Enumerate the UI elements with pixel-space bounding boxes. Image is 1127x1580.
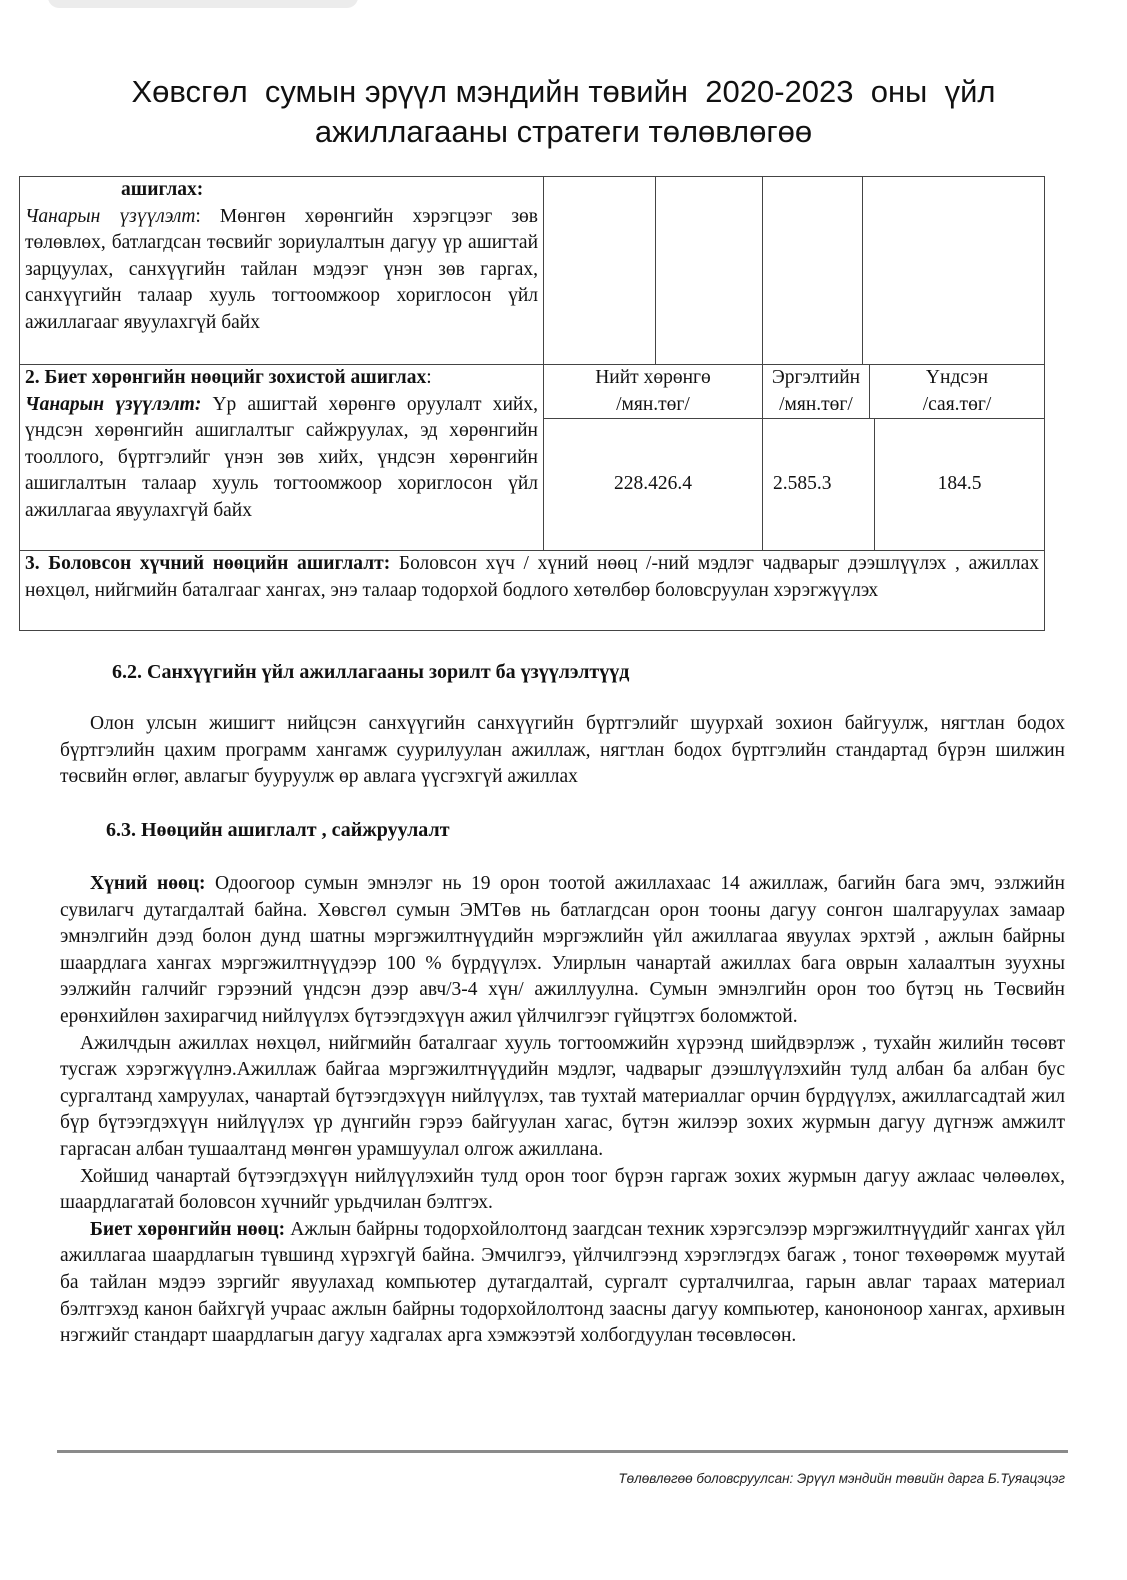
row1-quality-text: : Мөнгөн хөрөнгийн хэрэгцээг зөв төлөвлөх, батлагдсан төсвийг зориулалтын дагуу үр ашигтай зарцуулах, санхүүгийн тайлан мэдээг үнэн зөв гаргах, санхүүгийн талаар хууль тогтоомжоор хориглосон үйл ажиллагааг явуулахгүй байх <box>25 205 538 333</box>
physical-assets-text: Ажлын байрны тодорхойлолтонд заагдсан техник хэрэгсэлээр мэргэжилтнүүдийг хангах үйл ажиллагаа шаардлагын түвшинд хүрэхгүй байна. Эмчилгээ, үйлчилгээнд хэрэглэгдэх багаж , тоног төхөөрөмж муутай ба тайлан мэдээ зэргийг явуулахад компьютер дутагдалтай, сургалт сурталчилгаа, гарын авлаг тараах материал бэлтгэхэд канон байхгүй учраас ажлын байрны тодорхойлолтонд заасны дагуу компьютер, канононоор хангах, архивын нэгжийг стандарт шаардлагын дагуу хадгалах арга хэмжээтэй холбогдуулан төсөвлөсөн. <box>60 1218 1066 1347</box>
row1-quality-label: Чанарын үзүүлэлт <box>25 205 196 227</box>
row1-heading: ашиглах: <box>121 179 204 200</box>
footer-signature: Төлөвлөгөө боловсруулсан: Эрүүл мэндийн төвийн дарга Б.Туяацэцэг <box>618 1471 1065 1486</box>
value-fixed-assets: 184.5 <box>937 473 982 495</box>
title-line-2: ажиллагааны стратеги төлөвлөгөө <box>314 114 813 149</box>
row2-heading: 2. Биет хөрөнгийн нөөцийг зохистой ашиглах <box>25 367 427 388</box>
row2-heading-colon: : <box>426 367 432 388</box>
page-title <box>40 72 1087 152</box>
row2-description <box>20 365 544 551</box>
human-resources-text: Одоогоор сумын эмнэлэг нь 19 орон тоотой ажиллахаас 14 ажиллаж, багийн бага эмч, эзлжийн сувилагч дутагдалтай байна. Хөвсгөл сумын ЭМТөв нь батлагдсан орон тооны дагуу сонгон шалгаруулах замаар эмнэлгийн дээд болон дунд шатны мэргэжилтнүүдийн мэргэжлийн үйл ажиллагаа явуулах эрхтэй , ажлын байрны шаардлага хангах мэргэжилтнүүдээр 100 % бүрдүүлэх. Улирлын чанартай ажиллах бага оврын халаалтын зуухны ээлжийн галчийг гэрээний үндсэн дээр авч/3-4 хүн/ ажиллуулна. Сумын эмнэлгийн орон тоо бүтэц нь Төсвийн ерөнхийлөн захирагчид нийлүүлэх бүтээгдэхүүн ажил үйлчилгээг гүйцэтгэх боломжтой. <box>60 873 1065 1027</box>
row1-cell-empty-2 <box>656 177 763 365</box>
future-paragraph: Хойшид чанартай бүтээгдэхүүн нийлүүлэхийн тулд орон тоог бүрэн гаргаж зохих журмын дагуу ажлаас чөлөөлөх, шаардлагатай боловсон хүчнийг урьдчилан бэлтгэх. <box>60 1165 1065 1214</box>
human-resources-paragraph <box>60 871 1065 1031</box>
col-header-current-assets: Эргэлтийн /мян.төг/ <box>763 365 870 418</box>
physical-assets-label: Биет хөрөнгийн нөөц: <box>90 1218 286 1240</box>
row1-cell-empty-1 <box>544 177 656 365</box>
working-conditions-paragraph: Ажилчдын ажиллах нөхцөл, нийгмийн баталгааг хууль тогтоомжийн хүрээнд шийдвэрлэж , тухайн жилийн төсөвт тусгаж хэрэгжүүлнэ.Ажиллаж байгаа мэргэжилтнүүдийн мэдлэг, чадварыг дээшлүүлэхийн тулд албан ба албан бус сургалтанд хамруулах, чанартай бүтээгдэхүүн нийлүүлэх, тав тухтай материаллаг орчин бүрдүүлэх, ажиллагсадтай жил бүр бүтээгдэхүүн нийлүүлэх үр дүнгийн гэрээ байгуулан хагас, бүтэн жилээр зохих журмын дагуу дүгнэж амжилт гаргасан албан тушаалтанд мөнгөн урамшуулал олгож ажиллана. <box>60 1032 1065 1160</box>
title-line-1: Хөвсгөл сумын эрүүл мэндийн төвийн 2020-2023 оны үйл <box>131 74 996 109</box>
section-6-3-heading: 6.3. Нөөцийн ашиглалт , сайжруулалт <box>106 819 450 841</box>
human-resources-label: Хүний нөөц: <box>90 873 206 894</box>
row2-quality-text: Үр ашигтай хөрөнгө оруулалт хийх, үндсэн хөрөнгийн ашиглалтыг сайжруулах, эд хөрөнгийн тооллого, бүртгэлийг үнэн зөв хийх, үндсэн хөрөнгийн ашиглалтын талаар хууль тогтоомжоор хориглосон үйл ажиллагаа явуулахгүй байх <box>25 393 538 521</box>
row3-text: Боловсон хүч / хүний нөөц /-ний мэдлэг чадварыг дээшлүүлэх , ажиллах нөхцөл, нийгмийн баталгааг хангах, энэ талаар тодорхой бодлого хөтөлбөр боловсруулан хэрэгжүүлэх <box>25 553 1039 601</box>
physical-assets-paragraph <box>60 1217 1065 1350</box>
value-split <box>763 419 1045 551</box>
value-current-assets: 2.585.3 <box>763 419 875 550</box>
table-row-2-header <box>20 365 1045 419</box>
row3-heading: 3. Боловсон хүчний нөөцийн ашиглалт: <box>25 553 391 574</box>
table-row-3 <box>20 551 1045 631</box>
section-6-3-body <box>60 871 1065 1350</box>
row1-cell-empty-4 <box>863 177 1045 365</box>
row1-cell-empty-3 <box>763 177 863 365</box>
strategy-table <box>19 176 1045 631</box>
section-6-2-heading: 6.2. Санхүүгийн үйл ажиллагааны зорилт ба үзүүлэлтүүд <box>112 661 630 683</box>
col-header-total-assets: Нийт хөрөнгө /мян.төг/ <box>544 365 763 419</box>
table-row-1 <box>20 177 1045 365</box>
col-header-split <box>763 365 1045 419</box>
row3-description <box>20 551 1045 631</box>
value-total-assets: 228.426.4 <box>544 419 763 551</box>
top-scroll-bar <box>48 0 358 8</box>
row2-quality-label: Чанарын үзүүлэлт: <box>25 393 202 415</box>
row1-description <box>20 177 544 365</box>
footer-divider <box>57 1450 1068 1453</box>
section-6-2-paragraph: Олон улсын жишигт нийцсэн санхүүгийн санхүүгийн бүртгэлийг шуурхай зохион байгуулж, нягтлан бодох бүртгэлийн цахим программ хангамж суурилуулан ажиллаж, нягтлан бодох бүртгэлийн стандартад бүрэн шилжин төсвийн өглөг, авлагыг бууруулж өр авлага үүсгэхгүй ажиллах <box>60 713 1065 788</box>
col-header-fixed-assets: Үндсэн /сая.төг/ <box>922 367 992 415</box>
